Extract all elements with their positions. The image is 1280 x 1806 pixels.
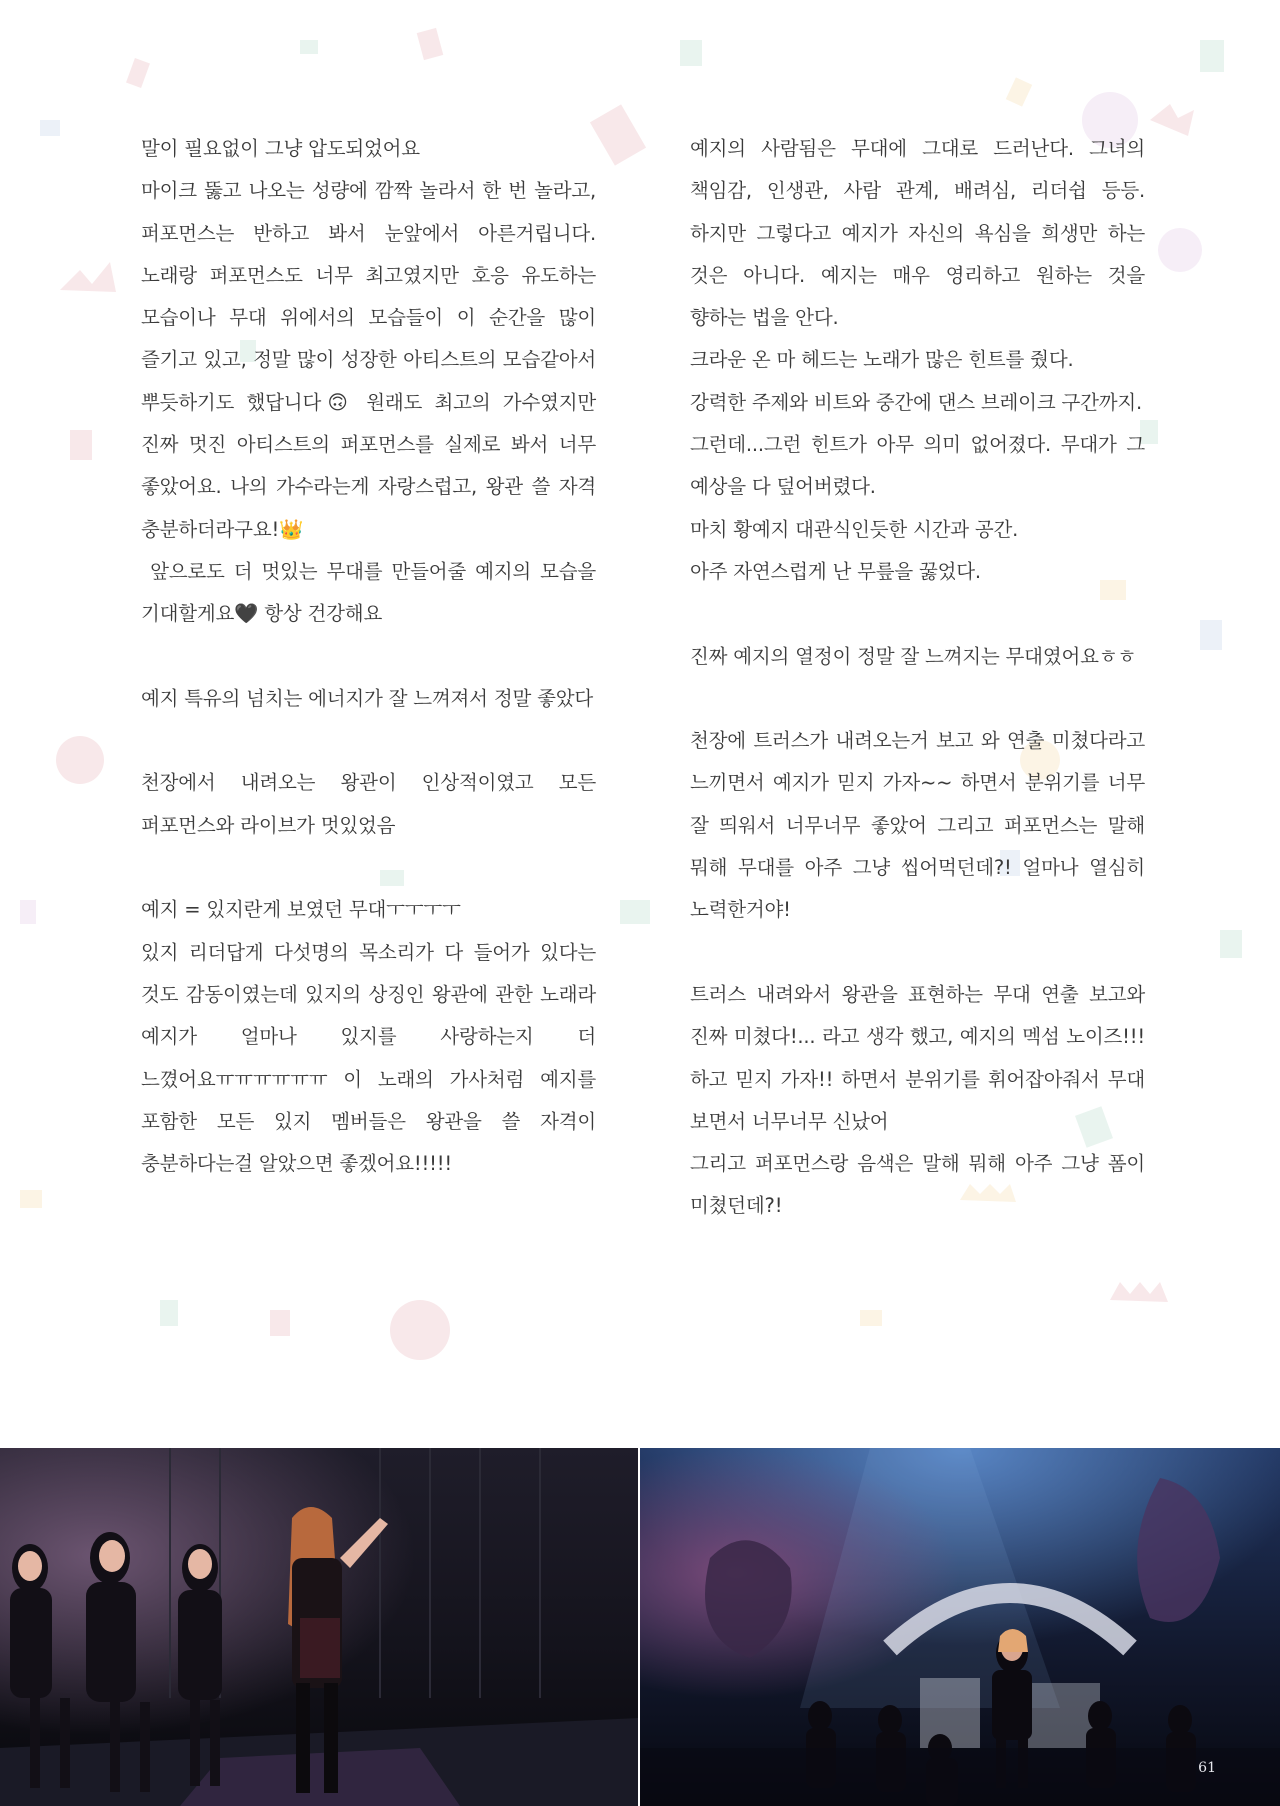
right-text-column — [690, 128, 1151, 1228]
stage-photo-crown-stage-right — [640, 1448, 1280, 1806]
left-paragraph-3: 천장에서 내려오는 왕관이 인상적이였고 모든 퍼포먼스와 라이브가 멋있었음 — [141, 771, 602, 837]
right-paragraph-2: 진짜 예지의 열정이 정말 잘 느껴지는 무대였어요ㅎㅎ — [690, 644, 1137, 668]
stage-photos — [0, 1448, 1280, 1806]
left-text-column — [141, 128, 602, 1185]
left-paragraph-2: 예지 특유의 넘치는 에너지가 잘 느껴져서 정말 좋았다 — [141, 686, 594, 710]
left-paragraph-4: 예지 = 있지란게 보였던 무대ㅜㅜㅜㅜ 있지 리더답게 다섯명의 목소리가 다 들어가 있다는 것도 감동이였는데 있지의 상징인 왕관에 관한 노래라 예지가 얼마나 있지를 사랑하는지 더 느꼈어요ㅠㅠㅠㅠㅠㅠ 이 노래의 가사처럼 예지를 포함한 모든 있지 멤버들은 왕관을 쓸 자격이 충분하다는걸 알았으면 좋겠어요!!!!! — [141, 898, 596, 1176]
page-number: 61 — [1198, 1760, 1216, 1776]
stage-photo-dancers-left — [0, 1448, 638, 1806]
right-paragraph-1: 예지의 사람됨은 무대에 그대로 드러난다. 그녀의 책임감, 인생관, 사람 관계, 배려심, 리더쉽 등등. 하지만 그렇다고 예지가 자신의 욕심을 희생만 하는 것은 아니다. 예지는 매우 영리하고 원하는 것을 향하는 법을 안다. 크라운 온 마 헤드는 노래가 많은 힌트를 줬다. 강력한 주제와 비트와 중간에 댄스 브레이크 구간까지. 그런데...그런 힌트가 아무 의미 없어졌다. 무대가 그 예상을 다 덮어버렸다. 마치 황예지 대관식인듯한 시간과 공간. 아주 자연스럽게 난 무릎을 꿇었다. — [690, 137, 1145, 583]
right-paragraph-4: 트러스 내려와서 왕관을 표현하는 무대 연출 보고와 진짜 미쳤다!... 라고 생각 했고, 예지의 멕섬 노이즈!!! 하고 믿지 가자!! 하면서 분위기를 휘어잡아줘서 무대 보면서 너무너무 신났어 그리고 퍼포먼스랑 음색은 말해 뭐해 아주 그냥 폼이 미쳤던데?! — [690, 982, 1145, 1218]
right-paragraph-3: 천장에 트러스가 내려오는거 보고 와 연출 미쳤다라고 느끼면서 예지가 믿지 가자~~ 하면서 분위기를 너무 잘 띄워서 너무너무 좋았어 그리고 퍼포먼스는 말해 뭐해 무대를 아주 그냥 씹어먹던데?! 얼마나 열심히 노력한거야! — [690, 729, 1151, 922]
left-paragraph-1: 말이 필요없이 그냥 압도되었어요 마이크 뚫고 나오는 성량에 깜짝 놀라서 한 번 놀라고, 퍼포먼스는 반하고 봐서 눈앞에서 아른거립니다. 노래랑 퍼포먼스도 너무 최고였지만 호응 유도하는 모습이나 무대 위에서의 모습들이 이 순간을 많이 즐기고 있고, 정말 많이 성장한 아티스트의 모습같아서 뿌듯하기도 했답니다🙃 원래도 최고의 가수였지만 진짜 멋진 아티스트의 퍼포먼스를 실제로 봐서 너무 좋았어요. 나의 가수라는게 자랑스럽고, 왕관 쓸 자격 충분하더라구요!👑 앞으로도 더 멋있는 무대를 만들어줄 예지의 모습을 기대할게요🖤 항상 건강해요 — [141, 137, 596, 626]
